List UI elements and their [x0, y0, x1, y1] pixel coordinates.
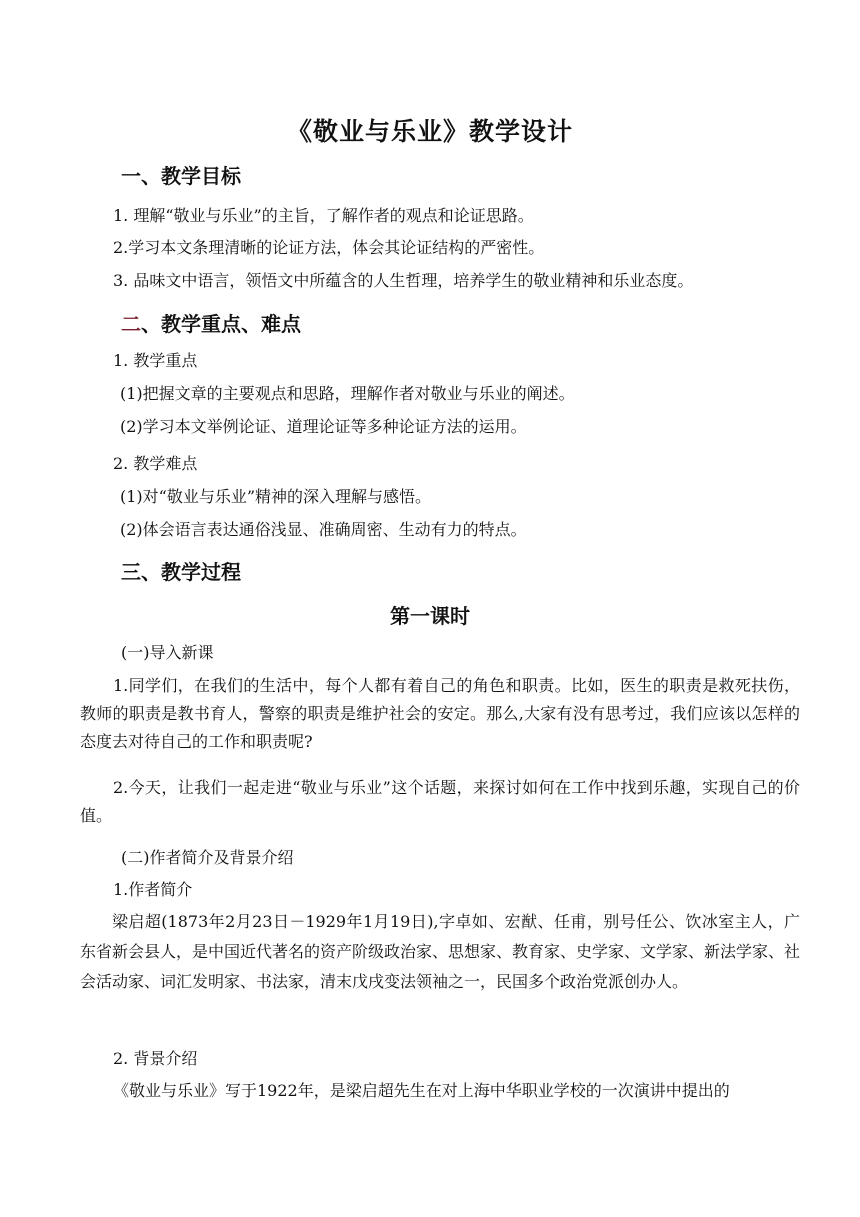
section-heading-process: 三、教学过程 — [121, 560, 241, 584]
section-heading-focus-text: 、教学重点、难点 — [141, 312, 301, 336]
part2-label: (二)作者简介及背景介绍 — [121, 848, 294, 867]
key-points-label: 1. 教学重点 — [113, 351, 198, 370]
background-label: 2. 背景介绍 — [113, 1049, 198, 1068]
difficult-points-label: 2. 教学难点 — [113, 454, 198, 473]
key-point-2: (2)学习本文举例论证、道理论证等多种论证方法的运用。 — [120, 417, 527, 436]
intro-paragraph-1: 1.同学们，在我们的生活中，每个人都有着自己的角色和职责。比如，医生的职责是救死扶伤，教师的职责是教书育人，警察的职责是维护社会的安定。那么,大家有没有思考过，我们应该以怎样的态度去对待自己的工作和职责呢? — [80, 676, 800, 751]
author-intro-label: 1.作者简介 — [113, 880, 193, 899]
objective-item-3: 3. 品味文中语言，领悟文中所蕴含的人生哲理，培养学生的敬业精神和乐业态度。 — [113, 271, 694, 290]
section-heading-focus-number: 二 — [121, 312, 141, 336]
intro-paragraph-2: 2.今天，让我们一起走进“敬业与乐业”这个话题，来探讨如何在工作中找到乐趣，实现自己的价值。 — [80, 778, 800, 825]
key-point-1: (1)把握文章的主要观点和思路，理解作者对敬业与乐业的阐述。 — [120, 384, 575, 403]
lesson-title: 第一课时 — [390, 604, 470, 628]
section-heading-focus — [121, 308, 301, 337]
background-paragraph: 《敬业与乐业》写于1922年，是梁启超先生在对上海中华职业学校的一次演讲中提出的 — [113, 1081, 730, 1100]
part1-label: (一)导入新课 — [121, 643, 214, 662]
difficult-point-2: (2)体会语言表达通俗浅显、准确周密、生动有力的特点。 — [120, 520, 527, 539]
author-intro-paragraph: 梁启超(1873年2月23日－1929年1月19日),字卓如、宏猷、任甫，别号任公、饮冰室主人，广东省新会县人，是中国近代著名的资产阶级政治家、思想家、教育家、史学家、文学家、新法学家、社会活动家、词汇发明家、书法家，清末戊戌变法领袖之一，民国多个政治党派创办人。 — [80, 912, 801, 991]
section-heading-objectives: 一、教学目标 — [121, 164, 241, 188]
objective-item-1: 1. 理解“敬业与乐业”的主旨，了解作者的观点和论证思路。 — [113, 206, 534, 225]
difficult-point-1: (1)对“敬业与乐业”精神的深入理解与感悟。 — [120, 487, 432, 506]
objective-item-2: 2.学习本文条理清晰的论证方法，体会其论证结构的严密性。 — [113, 238, 545, 257]
document-title: 《敬业与乐业》教学设计 — [286, 117, 573, 146]
